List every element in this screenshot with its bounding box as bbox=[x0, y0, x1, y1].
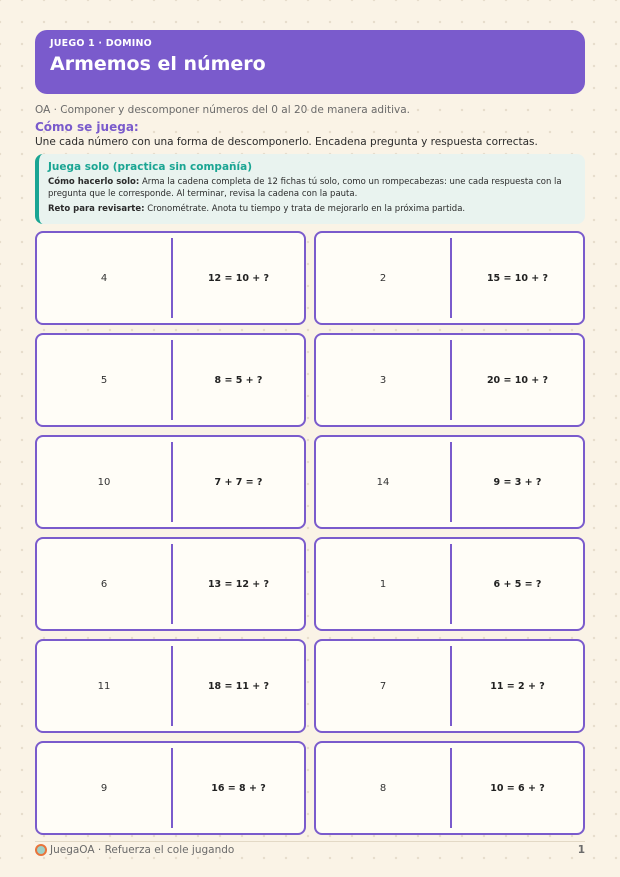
tile-question: 6 + 5 = ? bbox=[493, 578, 542, 590]
solo-challenge-label: Reto para revisarte: bbox=[48, 204, 145, 214]
tile-number: 8 bbox=[379, 782, 387, 794]
tile-question: 12 = 10 + ? bbox=[207, 272, 270, 284]
solo-play-box bbox=[35, 154, 585, 224]
solo-how-label: Cómo hacerlo solo: bbox=[48, 177, 140, 187]
domino-tile bbox=[314, 231, 585, 325]
tile-number: 4 bbox=[100, 272, 108, 284]
domino-tile bbox=[35, 333, 306, 427]
tile-question: 8 = 5 + ? bbox=[214, 374, 263, 386]
tile-question: 18 = 11 + ? bbox=[207, 680, 270, 692]
domino-tile bbox=[35, 435, 306, 529]
tile-number: 1 bbox=[379, 578, 387, 590]
tile-number: 2 bbox=[379, 272, 387, 284]
tile-question: 13 = 12 + ? bbox=[207, 578, 270, 590]
how-to-play-text: Une cada número con una forma de descomponerlo. Encadena pregunta y respuesta correctas. bbox=[35, 136, 538, 148]
tile-question: 9 = 3 + ? bbox=[493, 476, 542, 488]
tile-number: 5 bbox=[100, 374, 108, 386]
game-header bbox=[35, 30, 585, 94]
footer-brand: JuegaOA · Refuerza el cole jugando bbox=[50, 844, 235, 856]
tile-number: 6 bbox=[100, 578, 108, 590]
tile-number: 10 bbox=[97, 476, 111, 488]
tile-question: 15 = 10 + ? bbox=[486, 272, 549, 284]
tile-number: 3 bbox=[379, 374, 387, 386]
tile-question: 11 = 2 + ? bbox=[490, 680, 545, 692]
brand-logo-icon bbox=[35, 844, 47, 856]
domino-tile bbox=[314, 333, 585, 427]
domino-tile bbox=[314, 639, 585, 733]
tile-number: 9 bbox=[100, 782, 108, 794]
solo-how-text: Arma la cadena completa de 12 fichas tú solo, como un rompecabezas: une cada respuesta con la pregunta que le corresponde. Al terminar, revisa la cadena con la pauta. bbox=[48, 177, 562, 199]
domino-tile bbox=[35, 639, 306, 733]
domino-tile bbox=[35, 741, 306, 835]
game-label: JUEGO 1 · DOMINO bbox=[50, 38, 152, 49]
solo-challenge-paragraph bbox=[48, 203, 575, 215]
tile-question: 7 + 7 = ? bbox=[214, 476, 263, 488]
domino-tile bbox=[35, 537, 306, 631]
how-to-play-heading: Cómo se juega: bbox=[35, 120, 139, 134]
page-title: Armemos el número bbox=[50, 53, 266, 75]
page-number: 1 bbox=[577, 844, 585, 856]
domino-tile bbox=[35, 231, 306, 325]
learning-objective: OA · Componer y descomponer números del 0 al 20 de manera aditiva. bbox=[35, 104, 411, 116]
domino-tile bbox=[314, 435, 585, 529]
solo-how-paragraph bbox=[48, 176, 575, 200]
domino-tile bbox=[314, 741, 585, 835]
domino-tile bbox=[314, 537, 585, 631]
tile-number: 11 bbox=[97, 680, 111, 692]
tile-question: 16 = 8 + ? bbox=[211, 782, 266, 794]
tile-question: 20 = 10 + ? bbox=[486, 374, 549, 386]
footer-divider bbox=[35, 841, 585, 842]
solo-challenge-text: Cronométrate. Anota tu tiempo y trata de mejorarlo en la próxima partida. bbox=[147, 204, 466, 214]
tile-number: 14 bbox=[376, 476, 390, 488]
tile-number: 7 bbox=[379, 680, 387, 692]
solo-play-heading: Juega solo (practica sin compañía) bbox=[48, 161, 252, 173]
tile-question: 10 = 6 + ? bbox=[490, 782, 545, 794]
